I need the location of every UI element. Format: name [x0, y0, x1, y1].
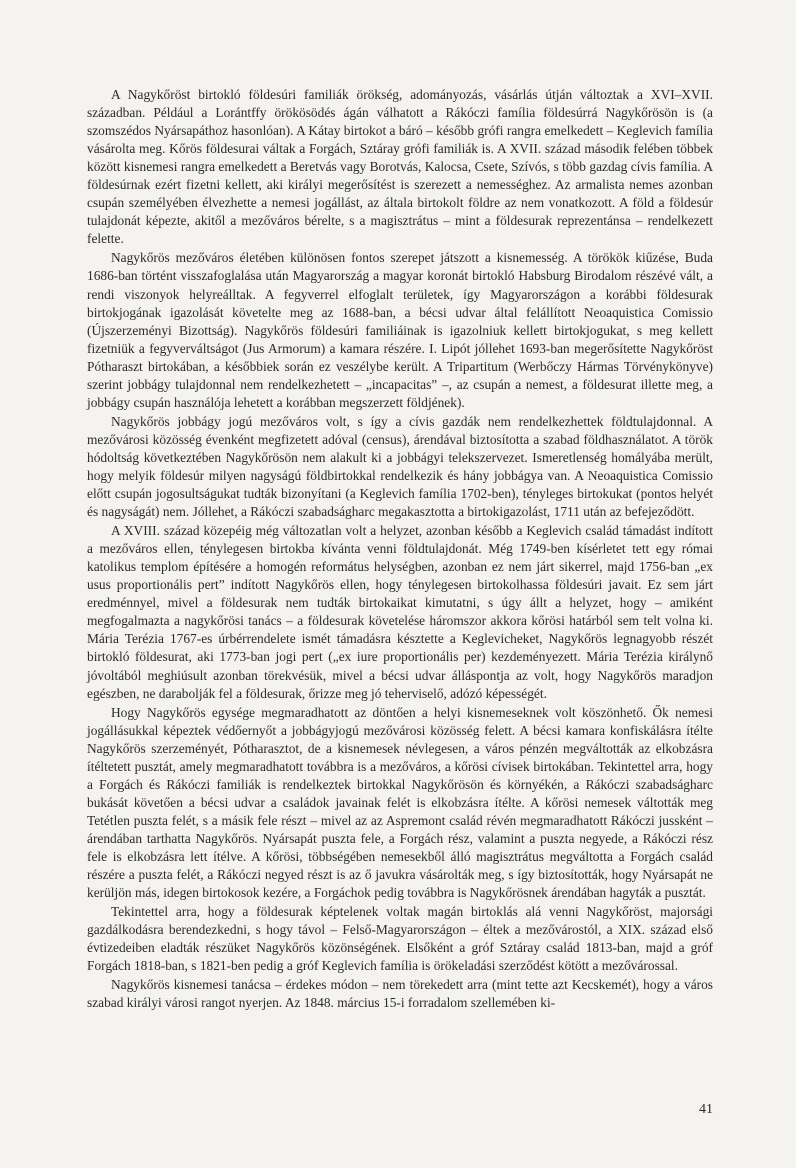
paragraph-2: Nagykőrös mezőváros életében különösen fontos szerepet játszott a kisnemesség. A törökök kiűzése, Buda 1686-ban történt visszafoglalása után Magyarország a magyar koronát birtokló Habsburg Birodalom részévé vált, a rendi viszonyok helyreálltak. A fegyverrel elfoglalt területek, így Magyarországon a korábbi földesurak birtokjogának igazolását követelte meg az 1688-ban, a bécsi udvar által felállított Neoaquistica Comissio (Újszerzeményi Bizottság). Nagykőrös földesúri familiáinak is igazolniuk kellett birtokjogukat, s meg kellett fizetniük a fegyverváltságot (Jus Armorum) a kamara részére. I. Lipót jóllehet 1693-ban megerősítette Nagykőröst Pótharaszt birtokában, a későbbiek során ez veszélybe került. A Tripartitum (Werbőczy Hármas Törvénykönyve) szerint jobbágy tulajdonnal nem rendelkezhetett – „incapacitas” –, az csupán a nemest, a földesurat illette meg, a jobbágy csupán használója lehetett a korábban megszerzett földjének). [87, 250, 713, 410]
page-number: 41 [699, 1102, 713, 1117]
paragraph-5: Hogy Nagykőrös egysége megmaradhatott az döntően a helyi kisnemeseknek volt köszönhető. Ők nemesi jogállásukkal képeztek védőernyőt a jobbágyjogú mezővárosi közösség felett. A bécsi kamara konfiskálásra ítélte Nagykőrös szerzeményét, Pótharasztot, de a kisnemesek névlegesen, a város pénzén megváltották az elkobzásra ítéltetett pusztát, amely megmaradhatott továbbra is a mezőváros, a kőrösi cívisek birtokában. Tekintettel arra, hogy a Forgách és Rákóczi familiák is rendelkeztek birtokkal Nagykőrösön és környékén, a Rákóczi szabadságharc bukását követően a bécsi udvar a családok javainak felét is elkobzásra ítélte. A kőrösi nemesek váltották meg Tetétlen puszta felét, s a másik fele részt – mivel az az Aspremont család révén megmaradhatott Rákóczi jussként – árendában tarthatta Nagykőrös. Nyársapát puszta fele, a Forgách rész, valamint a puszta negyede, a Rákóczi rész fele is elkobzásra lett ítélve. A kőrösi, többségében nemesekből álló magisztrátus megváltotta a Forgách család részére a puszta felét, a Rákóczi negyed részt is az ő javukra vásárolták meg, s így biztosították, hogy Nyársapát ne kerüljön más, idegen birtokosok kezére, a Forgáchok pedig továbbra is Nagykőrösnek árendában hagyták a pusztát. [87, 704, 713, 901]
body-text [87, 86, 713, 1013]
paragraph-7: Nagykőrös kisnemesi tanácsa – érdekes módon – nem törekedett arra (mint tette azt Kecskemét), hogy a város szabad királyi városi rangot nyerjen. Az 1848. március 15-i forradalom szellemében ki- [87, 977, 713, 1011]
paragraph-1: A Nagykőröst birtokló földesúri familiák örökség, adományozás, vásárlás útján változtak a XVI–XVII. században. Például a Lorántffy örökösödés ágán válhatott a Rákóczi família földesúrrá Nagykőrösön is (a szomszédos Nyársapáthoz hasonlóan). A Kátay birtokot a báró – később grófi rangra emelkedett – Keglevich família vásárolta meg. Kőrös földesurai váltak a Forgách, Sztáray grófi familiák is. A XVII. század második felében többek között kisnemesi rangra emelkedett a Beretvás vagy Borotvás, Kalocsa, Csete, Szívós, s több gazdag cívis família. A földesúrnak ezért fizetni kellett, aki királyi megerősítést is szerezett a nemességhez. Az armalista nemes azonban csupán személyében élvezhette a nemesi jogállást, az általa birtokolt földre az nem vonatkozott. A föld a földesúr tulajdonát képezte, akitől a mezőváros bérelte, s a magisztrátus – mint a földesurak reprezentánsa – rendelkezett felette. [87, 87, 713, 247]
paragraph-3: Nagykőrös jobbágy jogú mezőváros volt, s így a cívis gazdák nem rendelkezhettek földtulajdonnal. A mezővárosi közösség évenként megfizetett adóval (census), árendával biztosította a szabad földhasználatot. A török hódoltság következtében Nagykőrösön nem alakult ki a jobbágyi telekszervezet. Ismeretlenség homályába merült, hogy melyik földesúr milyen nagyságú földbirtokkal rendelkezik és hány jobbágya van. A Neoaquistica Comissio előtt csupán jogosultságukat tudták bizonyítani (a Keglevich família 1702-ben), tényleges birtokukat (pontos helyét és nagyságát) nem. Jóllehet, a Rákóczi szabadságharc megakasztotta a birtokigazolást, 1711 után az befejeződött. [87, 413, 713, 520]
paragraph-6: Tekintettel arra, hogy a földesurak képtelenek voltak magán birtoklás alá venni Nagykőröst, majorsági gazdálkodásra berendezkedni, s hogy távol – Felső-Magyarországon – éltek a mezővárostól, a XIX. század első évtizedeiben eladták részüket Nagykőrös közönségének. Elsőként a gróf Sztáray család 1813-ban, majd a gróf Forgách 1818-ban, s 1821-ben pedig a gróf Keglevich família is örökeladási szerződést kötött a mezővárossal. [87, 904, 713, 974]
paragraph-4: A XVIII. század közepéig még változatlan volt a helyzet, azonban később a Keglevich család támadást indított a mezőváros ellen, ténylegesen birtokba kívánta venni földtulajdonát. Még 1749-ben kísérletet tett egy római katolikus templom építésére a homogén református helységben, azonban ez nem járt sikerrel, majd 1756-ban „ex usus proportionális pert” indított Nagykőrös ellen, hogy ténylegesen birtokolhassa földesúri javait. Ez sem járt eredménnyel, mivel a földesurak nem tudták birtokaikat kimutatni, s úgy állt a helyzet, hogy – amiként megfogalmazta a nagykőrösi tanács – a földesurak követelése háromszor akkora kőrösi határból sem telt volna ki. Mária Terézia 1767-es úrbérrendelete ismét támadásra késztette a Keglevicheket, Nagykőrös legnagyobb részét birtokló földesurat, aki 1773-ban jogi pert („ex iure proportionális per) kezdeményezett. Mária Terézia királynő jóvoltából meghiúsult azonban törekvésük, mivel a bécsi udvar álláspontja az volt, hogy Nagykőrös maradjon egészben, ne darabolják fel a földesurak, őrizze meg jó teherviselő, adózó képességét. [87, 523, 713, 701]
